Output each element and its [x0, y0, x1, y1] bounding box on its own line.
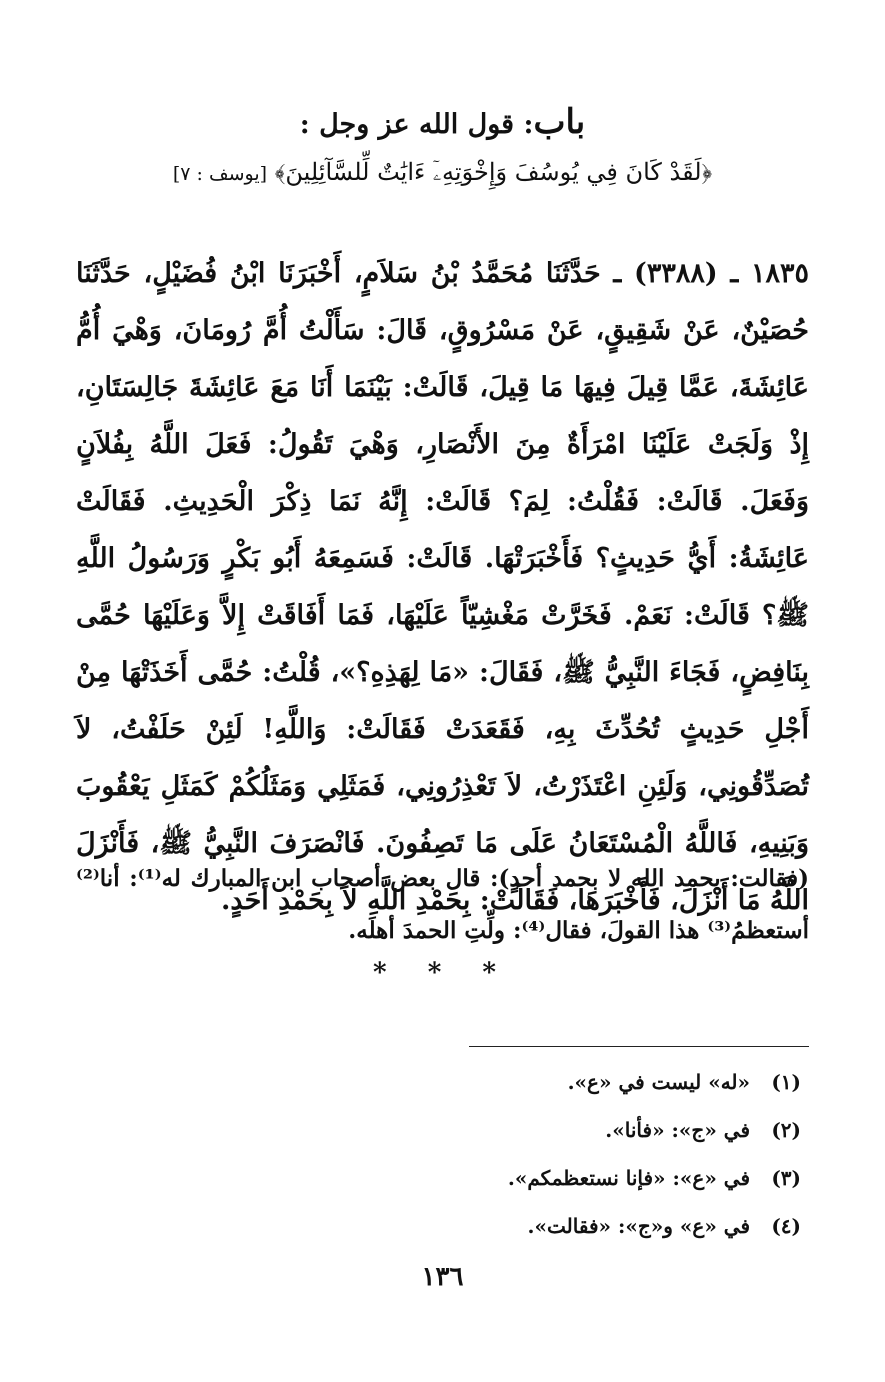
footnote-divider: [469, 1046, 809, 1047]
verse-text: ﴿لَقَدْ كَانَ فِي يُوسُفَ وَإِخْوَتِهِۦٓ ءَايَٰتٌ لِّلسَّآئِلِينَ﴾: [274, 158, 713, 186]
footnote-item: [101, 1062, 801, 1110]
page-number: ١٣٦: [421, 1262, 464, 1292]
footnotes-list: [101, 1062, 801, 1254]
footnote-item: [101, 1206, 801, 1254]
footnote-text: «له» ليست في «ع».: [567, 1070, 751, 1094]
footnote-number: (٣): [771, 1166, 801, 1190]
hadith-text: ١٨٣٥ ـ (٣٣٨٨) ـ حَدَّثَنَا مُحَمَّدُ بْنُ سَلاَمٍ، أَخْبَرَنَا ابْنُ فُضَيْلٍ، حَدَّثَنَا حُصَيْنٌ، عَنْ شَقِيقٍ، عَنْ مَسْرُوقٍ، قَالَ: سَأَلْتُ أُمَّ رُومَانَ، وَهْيَ أُمُّ عَائِشَةَ، عَمَّا قِيلَ فِيهَا مَا قِيلَ، قَالَتْ: بَيْنَمَا أَنَا مَعَ عَائِشَةَ جَالِسَتَانِ، إِذْ وَلَجَتْ عَلَيْنَا امْرَأَةٌ مِنَ الأَنْصَارِ، وَهْيَ تَقُولُ: فَعَلَ اللَّهُ بِفُلاَنٍ وَفَعَلَ. قَالَتْ: فَقُلْتُ: لِمَ؟ قَالَتْ: إِنَّهُ نَمَا ذِكْرَ الْحَدِيثِ. فَقَالَتْ عَائِشَةُ: أَيُّ حَدِيثٍ؟ فَأَخْبَرَتْهَا. قَالَتْ: فَسَمِعَهُ أَبُو بَكْرٍ وَرَسُولُ اللَّهِ ﷺ؟ قَالَتْ: نَعَمْ. فَخَرَّتْ مَغْشِيّاً عَلَيْهَا، فَمَا أَفَاقَتْ إِلاَّ وَعَلَيْهَا حُمَّى بِنَافِضٍ، فَجَاءَ النَّبِيُّ ﷺ، فَقَالَ: «مَا لِهَذِهِ؟»، قُلْتُ: حُمَّى أَخَذَتْهَا مِنْ أَجْلِ حَدِيثٍ تُحُدِّثَ بِهِ، فَقَعَدَتْ فَقَالَتْ: وَاللَّهِ! لَئِنْ حَلَفْتُ، لاَ تُصَدِّقُونِي، وَلَئِنِ اعْتَذَرْتُ، لاَ تَعْذِرُونِي، فَمَثَلِي وَمَثَلُكُمْ كَمَثَلِ يَعْقُوبَ وَبَنِيهِ، فَاللَّهُ الْمُسْتَعَانُ عَلَى مَا تَصِفُونَ. فَانْصَرَفَ النَّبِيُّ ﷺ، فَأَنْزَلَ اللَّهُ مَا أَنْزَلَ، فَأَخْبَرَهَا، فَقَالَتْ: بِحَمْدِ اللَّهِ لاَ بِحَمْدِ أَحَدٍ.: [76, 258, 809, 916]
chapter-heading: [60, 100, 825, 147]
chapter-label: باب: [533, 102, 586, 142]
footnote-number: (٤): [771, 1214, 801, 1238]
verse-reference: [يوسف : ٧]: [172, 163, 268, 185]
footnote-item: [101, 1158, 801, 1206]
footnote-text: في «ع»: «فإنا نستعظمكم».: [507, 1166, 751, 1190]
commentary-text: (فقالت: بحمد الله لا بحمد أحدٍ): قال بعض أصحاب ابن المبارك له⁽¹⁾: أنا⁽²⁾ أستعظمُ⁽³⁾ هذا القولَ، فقال⁽⁴⁾: ولِّتِ الحمدَ أهلَه.: [76, 865, 809, 944]
section-separator: * * *: [373, 958, 512, 988]
chapter-title: : قول الله عز وجل :: [299, 109, 534, 140]
footnote-number: (١): [771, 1070, 801, 1094]
footnote-text: في «ع» و«ج»: «فقالت».: [527, 1214, 751, 1238]
footnote-text: في «ج»: «فأنا».: [605, 1118, 751, 1142]
footnote-item: [101, 1110, 801, 1158]
footnote-number: (٢): [771, 1118, 801, 1142]
quran-verse: [60, 152, 825, 194]
